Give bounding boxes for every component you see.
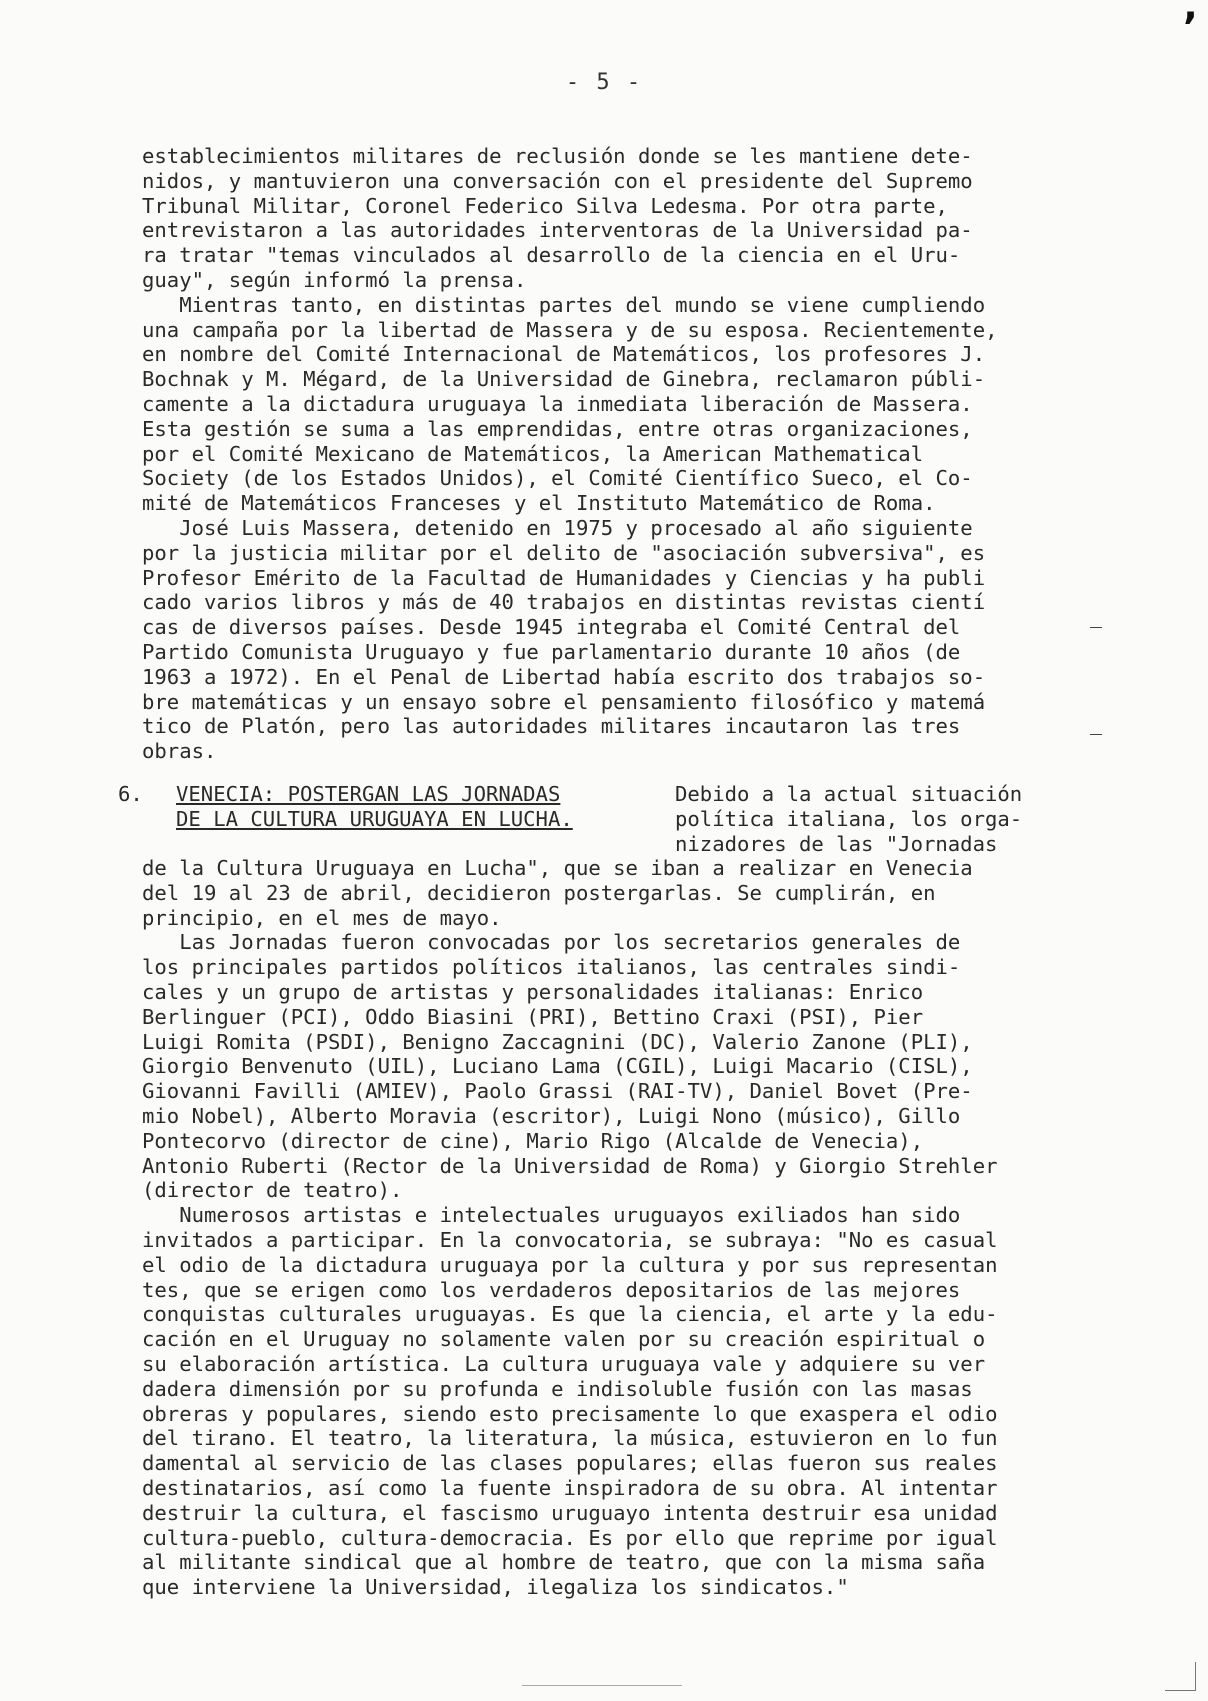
text-line: por la justicia militar por el delito de "asociación subversiva", es bbox=[142, 540, 986, 565]
section-side-line-3: nizadores de las "Jornadas bbox=[675, 831, 998, 856]
text-line: destinatarios, así como la fuente inspiradora de su obra. Al intentar bbox=[142, 1476, 998, 1500]
text-line: los principales partidos políticos italianos, las centrales sindi- bbox=[142, 955, 961, 980]
text-line: (director de teatro). bbox=[142, 1178, 403, 1203]
text-line: Berlinguer (PCI), Oddo Biasini (PRI), Bettino Craxi (PSI), Pier bbox=[142, 1004, 924, 1029]
text-line: Society (de los Estados Unidos), el Comité Científico Sueco, el Co- bbox=[142, 466, 973, 491]
text-line: bre matemáticas y un ensayo sobre el pensamiento filosófico y matemá bbox=[142, 689, 986, 714]
text-line: conquistas culturales uruguayas. Es que la ciencia, el arte y la edu- bbox=[142, 1302, 998, 1327]
text-line: guay", según informó la prensa. bbox=[142, 268, 527, 292]
text-line: principio, en el mes de mayo. bbox=[142, 905, 502, 930]
corner-bracket bbox=[1165, 1662, 1196, 1691]
text-line: destruir la cultura, el fascismo uruguayo intenta destruir esa unidad bbox=[142, 1500, 998, 1525]
section-heading-line-1: VENECIA: POSTERGAN LAS JORNADAS bbox=[176, 782, 561, 806]
text-line: Mientras tanto, en distintas partes del mundo se viene cumpliendo bbox=[142, 292, 986, 317]
text-line: Profesor Emérito de la Facultad de Humanidades y Ciencias y ha publi bbox=[142, 565, 986, 590]
text-line: Tribunal Militar, Coronel Federico Silva Ledesma. Por otra parte, bbox=[142, 193, 948, 218]
text-line: Esta gestión se suma a las emprendidas, entre otras organizaciones, bbox=[142, 416, 973, 441]
text-line: entrevistaron a las autoridades interventoras de la Universidad pa- bbox=[142, 218, 973, 243]
text-line: de la Cultura Uruguaya en Lucha", que se iban a realizar en Venecia bbox=[142, 856, 973, 880]
text-line: por el Comité Mexicano de Matemáticos, la American Mathematical bbox=[142, 441, 924, 466]
hyphen-mark bbox=[1090, 627, 1102, 628]
text-line: al militante sindical que al hombre de teatro, que con la misma saña bbox=[142, 1550, 986, 1575]
text-line: Partido Comunista Uruguayo y fue parlamentario durante 10 años (de bbox=[142, 640, 961, 664]
text-line: Las Jornadas fueron convocadas por los secretarios generales de bbox=[142, 930, 961, 955]
text-line: el odio de la dictadura uruguaya por la cultura y por sus representan bbox=[142, 1252, 998, 1277]
text-line: invitados a participar. En la convocatoria, se subraya: "No es casual bbox=[142, 1228, 998, 1252]
page-number: - 5 - bbox=[565, 70, 643, 95]
text-line: cas de diversos países. Desde 1945 integraba el Comité Central del bbox=[142, 615, 961, 640]
text-line: del 19 al 23 de abril, decidieron postergarlas. Se cumplirán, en bbox=[142, 880, 936, 905]
bottom-rule bbox=[522, 1685, 682, 1686]
text-line: cultura-pueblo, cultura-democracia. Es por ello que reprime por igual bbox=[142, 1525, 998, 1550]
text-line: tes, que se erigen como los verdaderos depositarios de las mejores bbox=[142, 1277, 961, 1302]
text-line: José Luis Massera, detenido en 1975 y procesado al año siguiente bbox=[142, 516, 973, 540]
text-line: mio Nobel), Alberto Moravia (escritor), Luigi Nono (músico), Gillo bbox=[142, 1104, 961, 1128]
text-line: nidos, y mantuvieron una conversación con el presidente del Supremo bbox=[142, 168, 973, 193]
text-line: del tirano. El teatro, la literatura, la música, estuvieron en lo fun bbox=[142, 1426, 998, 1451]
section-side-line-1: Debido a la actual situación bbox=[675, 782, 1023, 806]
text-line: ra tratar "temas vinculados al desarrollo de la ciencia en el Uru- bbox=[142, 243, 961, 268]
text-line: Antonio Ruberti (Rector de la Universidad de Roma) y Giorgio Strehler bbox=[142, 1153, 998, 1178]
text-line: 1963 a 1972). En el Penal de Libertad había escrito dos trabajos so- bbox=[142, 664, 986, 689]
text-line: cales y un grupo de artistas y personalidades italianas: Enrico bbox=[142, 980, 924, 1004]
text-line: obras. bbox=[142, 739, 217, 764]
text-line: cado varios libros y más de 40 trabajos en distintas revistas cientí bbox=[142, 590, 986, 615]
text-line: Bochnak y M. Mégard, de la Universidad de Ginebra, reclamaron públi- bbox=[142, 367, 986, 392]
section-number: 6. bbox=[118, 782, 143, 806]
text-line: mité de Matemáticos Franceses y el Instituto Matemático de Roma. bbox=[142, 491, 936, 516]
text-line: camente a la dictadura uruguaya la inmediata liberación de Massera. bbox=[142, 392, 973, 416]
text-line: damental al servicio de las clases populares; ellas fueron sus reales bbox=[142, 1451, 998, 1476]
section-side-line-2: política italiana, los orga- bbox=[675, 806, 1023, 831]
text-line: Numerosos artistas e intelectuales uruguayos exiliados han sido bbox=[142, 1203, 961, 1228]
text-line: establecimientos militares de reclusión donde se les mantiene dete- bbox=[142, 144, 973, 168]
text-line: obreras y populares, siendo esto precisamente lo que exaspera el odio bbox=[142, 1401, 998, 1426]
text-line: una campaña por la libertad de Massera y de su esposa. Recientemente, bbox=[142, 317, 998, 342]
text-line: su elaboración artística. La cultura uruguaya vale y adquiere su ver bbox=[142, 1352, 986, 1376]
section-heading-line-2: DE LA CULTURA URUGUAYA EN LUCHA. bbox=[176, 806, 573, 831]
text-line: Pontecorvo (director de cine), Mario Rigo (Alcalde de Venecia), bbox=[142, 1128, 924, 1153]
text-line: cación en el Uruguay no solamente valen por su creación espiritual o bbox=[142, 1327, 986, 1352]
text-line: tico de Platón, pero las autoridades militares incautaron las tres bbox=[142, 714, 961, 739]
text-line: en nombre del Comité Internacional de Matemáticos, los profesores J. bbox=[142, 342, 986, 367]
text-line: Giovanni Favilli (AMIEV), Paolo Grassi (RAI-TV), Daniel Bovet (Pre- bbox=[142, 1079, 973, 1104]
text-line: Luigi Romita (PSDI), Benigno Zaccagnini (DC), Valerio Zanone (PLI), bbox=[142, 1029, 973, 1054]
text-line: Giorgio Benvenuto (UIL), Luciano Lama (CGIL), Luigi Macario (CISL), bbox=[142, 1054, 973, 1079]
hyphen-mark bbox=[1090, 734, 1102, 735]
text-line: que interviene la Universidad, ilegaliza los sindicatos." bbox=[142, 1575, 849, 1600]
corner-mark: ’ bbox=[1182, 5, 1198, 51]
text-line: dadera dimensión por su profunda e indisoluble fusión con las masas bbox=[142, 1376, 973, 1401]
